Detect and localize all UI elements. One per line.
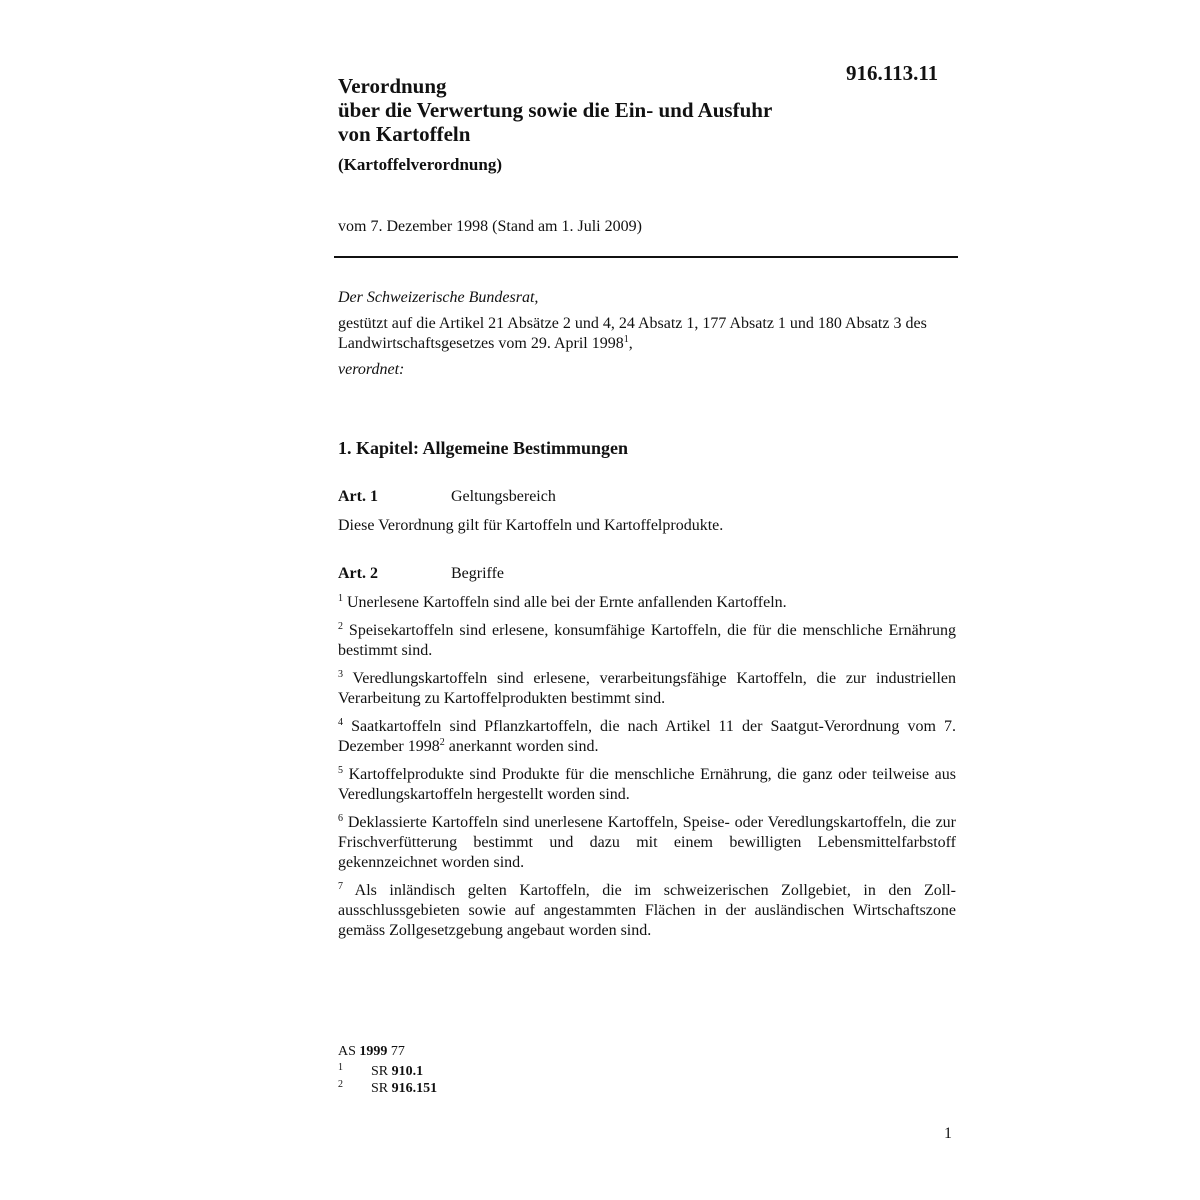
article-2-title: Begriffe bbox=[451, 565, 505, 582]
article-2-paragraph bbox=[338, 881, 956, 941]
preamble-issuer: Der Schweizerische Bundesrat, bbox=[338, 289, 539, 306]
article-2-heading bbox=[338, 564, 504, 584]
article-1-text: Diese Verordnung gilt für Kartoffeln und Kartoffelprodukte. bbox=[338, 517, 724, 534]
paragraph-text: Saatkartoffeln sind Pflanzkartoffeln, die nach Artikel 11 der Saatgut-Verordnung vom 7. Dezember 1998 bbox=[338, 718, 957, 755]
article-2-paragraph bbox=[338, 593, 956, 613]
preamble-basis bbox=[338, 314, 956, 354]
article-2-paragraph bbox=[338, 765, 956, 805]
footnote-prefix: SR bbox=[371, 1064, 389, 1079]
chapter-title: 1. Kapitel: Allgemeine Bestimmungen bbox=[338, 438, 628, 458]
short-title: (Kartoffelverordnung) bbox=[338, 155, 502, 174]
paragraph-number: 1 bbox=[338, 593, 343, 604]
article-2-paragraph bbox=[338, 669, 956, 709]
paragraph-text: Speisekartoffeln sind erlesene, konsumfähige Kartoffeln, die für die menschliche Ernährung bestimmt sind. bbox=[338, 622, 957, 659]
article-2-paragraphs bbox=[338, 593, 956, 949]
as-reference bbox=[338, 1043, 405, 1061]
footnote-ref-2[interactable]: 2 bbox=[439, 737, 445, 748]
title-line-1: Verordnung bbox=[338, 74, 447, 98]
footnote-prefix: SR bbox=[371, 1081, 389, 1096]
preamble-basis-end: , bbox=[628, 335, 633, 352]
title-line-3: von Kartoffeln bbox=[338, 122, 471, 146]
footnote-1: 1 SR 910.1 bbox=[338, 1062, 424, 1079]
paragraph-text-after: anerkannt worden sind. bbox=[444, 738, 599, 755]
as-page: 77 bbox=[390, 1044, 405, 1059]
article-1-heading bbox=[338, 487, 556, 507]
page-number: 1 bbox=[944, 1125, 952, 1142]
sr-number: 916.113.11 bbox=[846, 61, 939, 85]
document-title bbox=[338, 74, 772, 146]
preamble bbox=[338, 288, 956, 380]
article-2-number: Art. 2 bbox=[338, 565, 378, 582]
date-line: vom 7. Dezember 1998 (Stand am 1. Juli 2009) bbox=[338, 218, 642, 235]
as-year: 1999 bbox=[359, 1044, 388, 1059]
paragraph-text: Unerlesene Kartoffeln sind alle bei der Ernte anfallenden Kartoffeln. bbox=[347, 594, 787, 611]
paragraph-text: Als inländisch gelten Kartoffeln, die im schweizerischen Zollgebiet, in den Zollausschlussgebieten sowie auf angestammten Flächen in der ausländischen Wirtschaftszone gemäss Zollgesetzgebung angebaut worden sind. bbox=[338, 882, 956, 939]
paragraph-number: 5 bbox=[338, 765, 343, 776]
paragraph-number: 7 bbox=[338, 881, 343, 892]
preamble-basis-text: gestützt auf die Artikel 21 Absätze 2 und 4, 24 Absatz 1, 177 Absatz 1 und 180 Absatz 3 des Landwirtschaftsgesetzes vom 29. April 1998 bbox=[338, 315, 927, 352]
paragraph-text: Veredlungskartoffeln sind erlesene, verarbeitungsfähige Kartoffeln, die zur industriellen Verarbeitung zu Kartoffelprodukten bestimmt sind. bbox=[338, 670, 956, 707]
article-1-number: Art. 1 bbox=[338, 488, 378, 505]
article-2-paragraph bbox=[338, 813, 956, 873]
article-2-paragraph bbox=[338, 621, 956, 661]
paragraph-number: 6 bbox=[338, 813, 343, 824]
footnotes bbox=[338, 1063, 437, 1097]
header-divider bbox=[334, 256, 958, 258]
title-line-2: über die Verwertung sowie die Ein- und Ausfuhr bbox=[338, 98, 773, 122]
paragraph-text: Deklassierte Kartoffeln sind unerlesene Kartoffeln, Speise- oder Veredlungskartoffeln, die zur Frischverfütterung bestimmt und dazu mit einem bewilligten Lebensmittelfarbstoff gekennzeichnet worden sind. bbox=[338, 814, 957, 871]
preamble-verordnet: verordnet: bbox=[338, 361, 405, 378]
paragraph-text: Kartoffelprodukte sind Produkte für die menschliche Ernährung, die ganz oder teilweise aus Veredlungskartoffeln hergestellt worden sind. bbox=[338, 766, 956, 803]
footnote-2: 2 SR 916.151 bbox=[338, 1079, 438, 1096]
paragraph-number: 3 bbox=[338, 669, 343, 680]
paragraph-number: 2 bbox=[338, 621, 343, 632]
footnote-ref[interactable]: 910.1 bbox=[391, 1064, 424, 1079]
article-1-title: Geltungsbereich bbox=[451, 488, 556, 505]
footnote-ref[interactable]: 916.151 bbox=[391, 1081, 438, 1096]
article-2-paragraph bbox=[338, 717, 956, 757]
as-prefix: AS bbox=[338, 1044, 356, 1059]
footnote-ref-1[interactable]: 1 bbox=[623, 334, 629, 345]
paragraph-number: 4 bbox=[338, 717, 343, 728]
